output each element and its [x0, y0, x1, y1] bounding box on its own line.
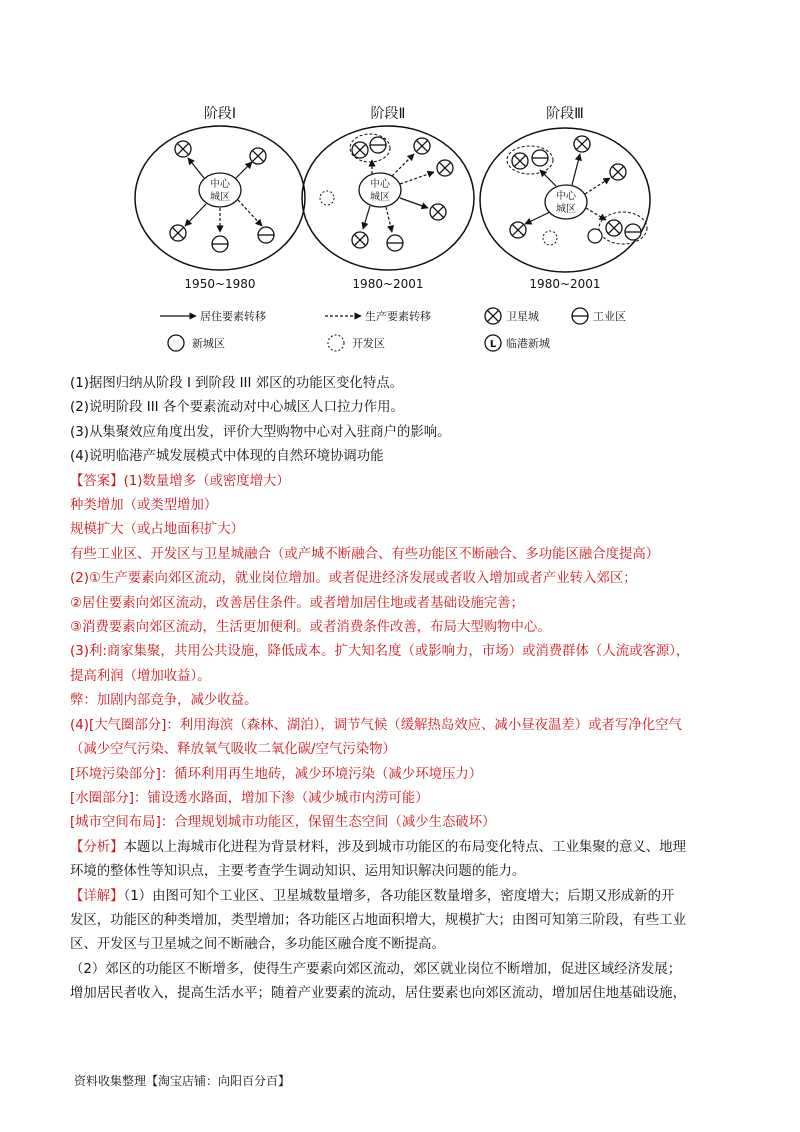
- satellite-city-icon: [574, 136, 590, 152]
- answer-first-line: (1)数量增多（或密度增大）: [123, 473, 290, 489]
- industrial-zone-icon: [387, 235, 403, 251]
- residential-arrow: [363, 206, 370, 229]
- question-1: (1)据图归纳从阶段 I 到阶段 III 郊区的功能区变化特点。: [70, 376, 403, 391]
- question-2: (2)说明阶段 III 各个要素流动对中心城区人口拉力作用。: [70, 400, 404, 416]
- answer-line: 规模扩大（或占地面积扩大）: [70, 522, 245, 538]
- satellite-city-icon: [430, 204, 446, 220]
- new-city-zone-icon: [168, 335, 184, 351]
- residential-arrow: [400, 198, 428, 208]
- answer-line: 弊：加剧内部竞争，减少收益。: [70, 693, 258, 709]
- answer-line: (2)①生产要素向郊区流动，就业岗位增加。或者促进经济发展或者收入增加或者产业转入郊区；: [70, 571, 637, 587]
- answer-line: ③消费要素向郊区流动，生活更加便利。或者消费条件改善，布局大型购物中心。: [70, 620, 551, 636]
- development-zone-icon: [543, 231, 557, 245]
- stage-1-period: 1950~1980: [184, 277, 256, 291]
- answer-line: 种类增加（或类型增加）: [70, 498, 218, 514]
- stage-3-center-label-1: 中心: [556, 191, 576, 202]
- legend-production-label: 生产要素转移: [365, 310, 431, 323]
- answer-line: [70, 470, 730, 494]
- page-footer: 资料收集整理【淘宝店铺：向阳百分百】: [74, 1074, 291, 1088]
- development-zone-icon: [328, 335, 344, 351]
- legend-satellite-label: 卫星城: [506, 310, 539, 323]
- legend-industrial-label: 工业区: [593, 310, 626, 323]
- industrial-zone-icon: [258, 227, 274, 243]
- stage-1-center-label-2: 城区: [210, 192, 230, 203]
- legend-new-city-label: 新城区: [192, 337, 225, 350]
- detail-line: [70, 885, 730, 909]
- stage-2-center-label-1: 中心: [370, 179, 390, 190]
- stage-1: [135, 106, 305, 291]
- satellite-city-icon: [414, 138, 430, 154]
- detail-tag: 【详解】: [70, 888, 124, 904]
- analysis-first-line: 本题以上海城市化进程为背景材料，涉及到城市功能区的布局变化特点、工业集聚的意义、地理: [123, 839, 686, 855]
- answer-line: (4)[大气圈部分]：利用海滨（森林、湖泊），调节气候（缓解热岛效应、减小昼夜温差）或者写净化空气: [70, 717, 682, 733]
- residential-arrow: [525, 212, 550, 224]
- satellite-city-icon: [510, 222, 526, 238]
- question-4: (4)说明临港产城发展模式中体现的自然环境协调功能: [70, 449, 384, 465]
- document-body: [70, 372, 730, 1007]
- detail-line: 增加居民者收入，提高生活水平；随着产业要素的流动，居住要素也向郊区流动，增加居住地基础设施，: [70, 986, 686, 1002]
- production-arrow: [585, 178, 610, 194]
- industrial-zone-icon: [532, 150, 548, 166]
- industrial-zone-icon: [625, 224, 641, 240]
- stage-3-period: 1980~2001: [529, 277, 601, 291]
- analysis-line: [70, 836, 730, 860]
- legend-residential-label: 居住要素转移: [200, 310, 266, 323]
- analysis-tag: 【分析】: [70, 839, 124, 855]
- satellite-city-icon: [485, 308, 501, 324]
- answer-line: (3)利:商家集聚，共用公共设施，降低成本。扩大知名度（或影响力，市场）或消费群体（人流或客源），: [70, 644, 690, 660]
- legend: [160, 308, 626, 351]
- legend-development-label: 开发区: [352, 337, 385, 350]
- satellite-city-icon: [250, 148, 266, 164]
- answer-line: 提高利润（增加收益）。: [70, 668, 211, 684]
- residential-arrow: [236, 162, 252, 178]
- stage-2-title: 阶段Ⅱ: [370, 106, 406, 122]
- urbanization-stages-diagram: [120, 90, 680, 370]
- stage-2-center-label-2: 城区: [370, 192, 390, 203]
- satellite-city-icon: [352, 142, 368, 158]
- development-zone-icon: [320, 191, 334, 205]
- analysis-line: 环境的整体性等知识点，主要考查学生调动知识、运用知识解决问题的能力。: [70, 864, 526, 880]
- answer-line: [城市空间布局]：合理规划城市功能区，保留生态空间（减少生态破坏）: [70, 815, 496, 831]
- detail-line: 发区，功能区的种类增加，类型增加；各功能区占地面积增大，规模扩大；由图可知第三阶段，有些工业: [70, 912, 686, 928]
- answer-line: [水圈部分]：铺设透水路面，增加下渗（减少城市内涝可能）: [70, 790, 429, 806]
- stage-1-center-label-1: 中心: [210, 179, 230, 190]
- stage-1-title: 阶段Ⅰ: [203, 106, 237, 122]
- answer-tag: 【答案】: [70, 473, 124, 489]
- stage-3: [480, 106, 650, 291]
- production-arrow: [586, 208, 606, 220]
- production-arrow: [238, 200, 262, 226]
- answer-line: ②居住要素向郊区流动，改善居住条件。或者增加居住地或者基础设施完善；: [70, 595, 524, 611]
- production-arrow: [386, 207, 392, 232]
- satellite-city-icon: [352, 232, 368, 248]
- stage-3-title: 阶段Ⅲ: [546, 106, 584, 122]
- satellite-city-icon: [437, 160, 453, 176]
- satellite-city-icon: [512, 153, 528, 169]
- satellite-city-icon: [170, 225, 186, 241]
- satellite-city-icon: [610, 164, 626, 180]
- answer-line: 有些工业区、开发区与卫星城融合（或产城不断融合、有些功能区不断融合、多功能区融合度提高）: [70, 546, 660, 562]
- detail-line: 区、开发区与卫星城之间不断融合，多功能区融合度不断提高。: [70, 937, 445, 953]
- production-arrow: [400, 172, 434, 184]
- stage-2: [302, 106, 474, 291]
- detail-line: （2）郊区的功能区不断增多，使得生产要素向郊区流动，郊区就业岗位不断增加，促进区域经济发展；: [70, 961, 682, 977]
- residential-arrow: [572, 154, 580, 185]
- question-3: (3)从集聚效应角度出发，评价大型购物中心对入驻商户的影响。: [70, 424, 451, 440]
- detail-first-line: （1）由图可知个工业区、卫星城数量增多，各功能区数量增多，密度增大；后期又形成新的开: [123, 888, 675, 904]
- residential-arrow: [185, 204, 206, 226]
- stage-3-center-label-2: 城区: [556, 204, 576, 215]
- answer-line: [环境污染部分]：循环利用再生地砖，减少环境污染（减少环境压力）: [70, 766, 483, 782]
- answer-line: （减少空气污染、释放氧气吸收二氧化碳/空气污染物）: [70, 742, 396, 758]
- residential-arrow: [188, 158, 204, 178]
- lingang-symbol: L: [489, 339, 497, 350]
- industrial-zone-icon: [572, 308, 588, 324]
- residential-arrow: [540, 170, 556, 186]
- legend-lingang-label: 临港新城: [506, 337, 550, 350]
- new-city-zone-icon: [588, 229, 602, 243]
- industrial-zone-icon: [212, 236, 228, 252]
- production-arrow: [392, 154, 414, 176]
- satellite-city-icon: [175, 141, 191, 157]
- stage-2-period: 1980~2001: [352, 277, 424, 291]
- industrial-zone-icon: [370, 137, 386, 153]
- satellite-city-icon: [606, 220, 622, 236]
